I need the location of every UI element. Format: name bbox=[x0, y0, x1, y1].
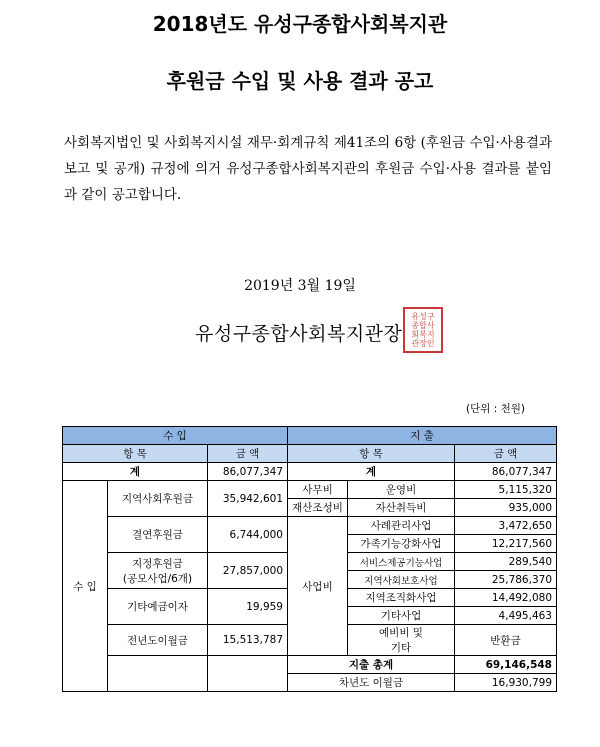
income-item-amount: 19,959 bbox=[208, 589, 288, 625]
unit-note: (단위 : 천원) bbox=[466, 403, 525, 415]
expense-group-project: 사업비 bbox=[288, 517, 348, 656]
income-item-amount: 35,942,601 bbox=[208, 481, 288, 517]
income-header: 수 입 bbox=[63, 427, 288, 445]
expense-item-amount: 289,540 bbox=[455, 553, 557, 571]
expense-amount-header: 금 액 bbox=[455, 445, 557, 463]
expense-sum-label: 지출 총계 bbox=[288, 656, 455, 674]
income-amount-header: 금 액 bbox=[208, 445, 288, 463]
income-item-amount: 15,513,787 bbox=[208, 625, 288, 656]
carryover-amount: 16,930,799 bbox=[455, 674, 557, 692]
expense-item-amount: 4,495,463 bbox=[455, 607, 557, 625]
income-group-label: 수 입 bbox=[63, 481, 108, 692]
expense-item-label: 지역사회보호사업 bbox=[348, 571, 455, 589]
income-item-label: 기타예금이자 bbox=[108, 589, 208, 625]
expense-item-amount: 14,492,080 bbox=[455, 589, 557, 607]
expense-item-amount: 3,472,650 bbox=[455, 517, 557, 535]
budget-table bbox=[62, 426, 557, 692]
expense-item-amount: 935,000 bbox=[455, 499, 557, 517]
expense-item-label: 사례관리사업 bbox=[348, 517, 455, 535]
income-item-amount: 27,857,000 bbox=[208, 553, 288, 589]
expense-item-label: 서비스제공기능사업 bbox=[348, 553, 455, 571]
expense-item-label: 자산취득비 bbox=[348, 499, 455, 517]
income-item-header: 항 목 bbox=[63, 445, 208, 463]
expense-group-reserve bbox=[348, 625, 455, 656]
income-item-label-designated bbox=[108, 553, 208, 589]
income-item-amount: 6,744,000 bbox=[208, 517, 288, 553]
announcement-date: 2019년 3월 19일 bbox=[244, 278, 356, 294]
income-item-label: 지정후원금 bbox=[132, 557, 183, 570]
expense-item-amount: 25,786,370 bbox=[455, 571, 557, 589]
expense-item-label: 기타사업 bbox=[348, 607, 455, 625]
expense-group-asset: 재산조성비 bbox=[288, 499, 348, 517]
expense-total-label: 계 bbox=[288, 463, 455, 481]
expense-group-office: 사무비 bbox=[288, 481, 348, 499]
income-empty-cell bbox=[108, 656, 208, 692]
organization-name: 유성구종합사회복지관장 bbox=[195, 323, 403, 345]
expense-item-label: 가족기능강화사업 bbox=[348, 535, 455, 553]
expense-item-label: 지역조직화사업 bbox=[348, 589, 455, 607]
income-item-label: 결연후원금 bbox=[108, 517, 208, 553]
income-empty-cell bbox=[208, 656, 288, 692]
income-total-label: 계 bbox=[63, 463, 208, 481]
income-item-label: 전년도이월금 bbox=[108, 625, 208, 656]
reserve-label-line-1: 예비비 및 bbox=[379, 627, 423, 639]
intro-paragraph: 사회복지법인 및 사회복지시설 재무·회계규칙 제41조의 6항 (후원금 수입·사용결과 보고 및 공개) 규정에 의거 유성구종합사회복지관의 후원금 수입·사용 결과를 붙임과 같이 공고합니다. bbox=[64, 135, 552, 203]
carryover-label: 차년도 이월금 bbox=[288, 674, 455, 692]
expense-total-amount: 86,077,347 bbox=[455, 463, 557, 481]
official-seal: 유성구 종합사 회복지 관장인 bbox=[403, 307, 443, 353]
expense-item-amount: 5,115,320 bbox=[455, 481, 557, 499]
title-line-1: 2018년도 유성구종합사회복지관 bbox=[152, 12, 448, 36]
income-item-sublabel: (공모사업/6개) bbox=[122, 572, 193, 585]
expense-item-amount: 12,217,560 bbox=[455, 535, 557, 553]
reserve-label-line-2: 기타 bbox=[390, 642, 412, 654]
expense-item-label: 반환금 bbox=[455, 625, 557, 656]
income-item-label: 지역사회후원금 bbox=[108, 481, 208, 517]
expense-item-header: 항 목 bbox=[288, 445, 455, 463]
income-total-amount: 86,077,347 bbox=[208, 463, 288, 481]
expense-item-label: 운영비 bbox=[348, 481, 455, 499]
title-line-2: 후원금 수입 및 사용 결과 공고 bbox=[166, 69, 434, 93]
expense-sum-amount: 69,146,548 bbox=[455, 656, 557, 674]
expense-header: 지 출 bbox=[288, 427, 557, 445]
